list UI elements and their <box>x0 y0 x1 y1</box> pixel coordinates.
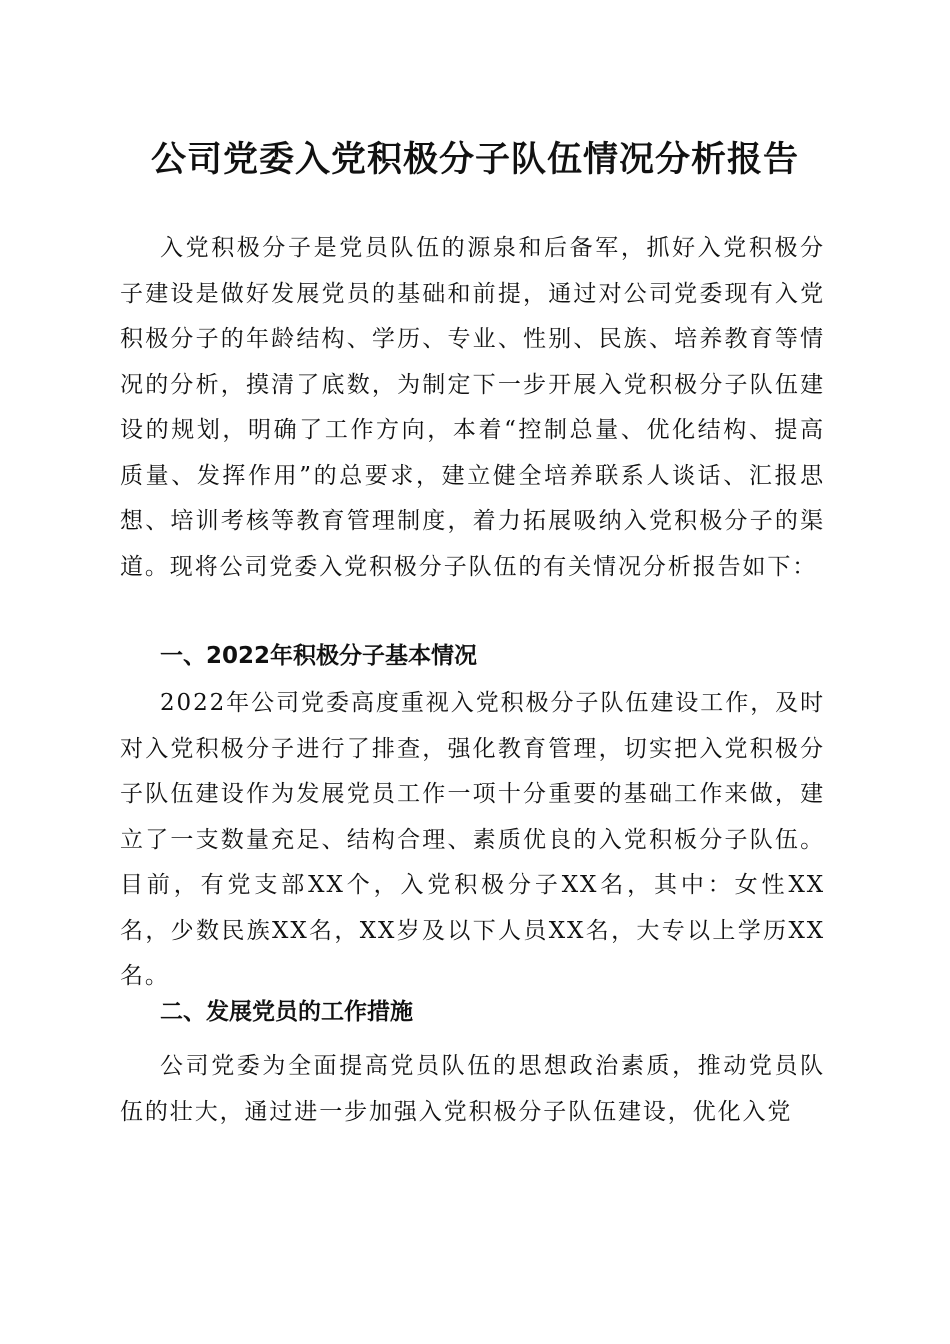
section-heading-work-measures: 二、发展党员的工作措施 <box>160 999 413 1025</box>
intro-paragraph: 入党积极分子是党员队伍的源泉和后备军，抓好入党积极分子建设是做好发展党员的基础和前提，通过对公司党委现有入党积极分子的年龄结构、学历、专业、性别、民族、培养教育等情况的分析，摸清了底数，为制定下一步开展入党积极分子队伍建设的规划，明确了工作方向，本着“控制总量、优化结构、提高质量、发挥作用”的总要求，建立健全培养联系人谈话、汇报思想、培训考核等教育管理制度，着力拓展吸纳入党积极分子的渠道。现将公司党委入党积极分子队伍的有关情况分析报告如下： <box>120 235 825 580</box>
section-heading-basic-situation: 一、2022年积极分子基本情况 <box>160 643 478 669</box>
section2-paragraph: 公司党委为全面提高党员队伍的思想政治素质，推动党员队伍的壮大，通过进一步加强入党积极分子队伍建设，优化入党 <box>120 1053 825 1125</box>
section1-paragraph: 2022年公司党委高度重视入党积极分子队伍建设工作，及时对入党积极分子进行了排查，强化教育管理，切实把入党积极分子队伍建设作为发展党员工作一项十分重要的基础工作来做，建立了一支数量充足、结构合理、素质优良的入党积板分子队伍。目前，有党支部XX个，入党积极分子XX名，其中：女性XX名，少数民族XX名，XX岁及以下人员XX名，大专以上学历XX名。 <box>120 690 825 989</box>
document-title: 公司党委入党积极分子队伍情况分析报告 <box>150 139 799 180</box>
